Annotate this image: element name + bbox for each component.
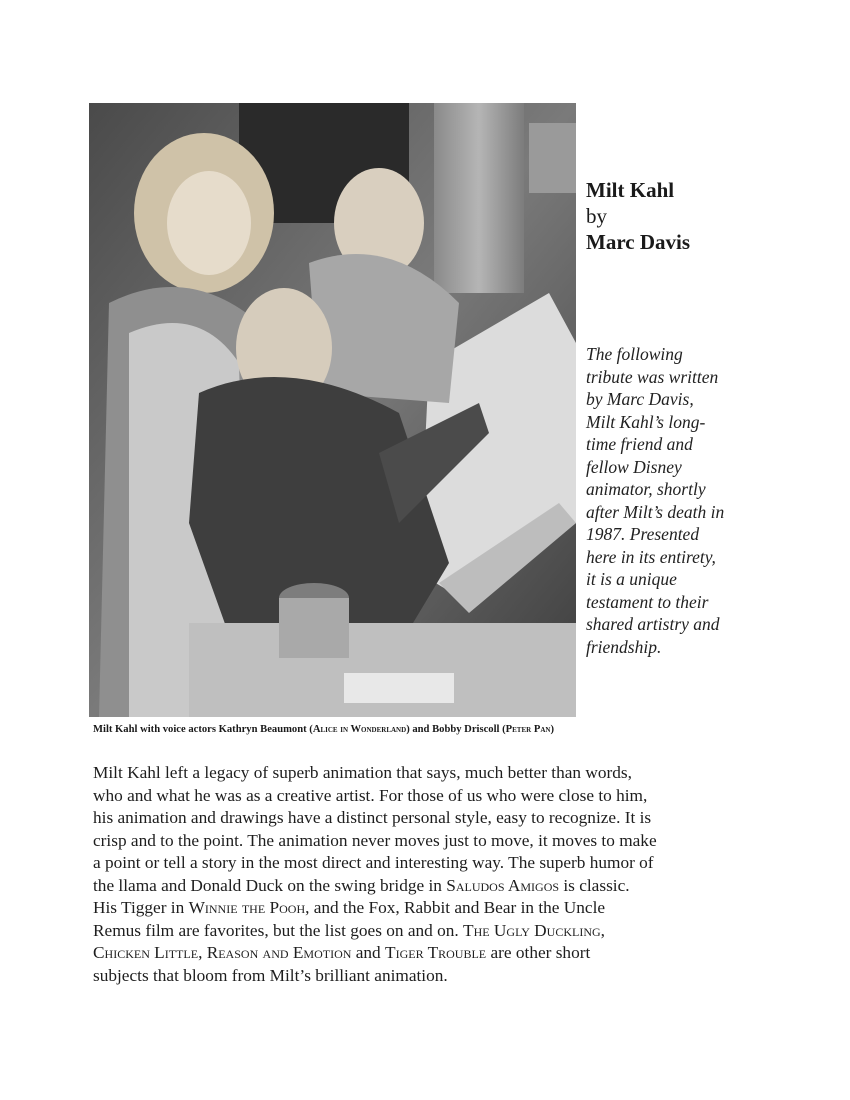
- body-text-run: and: [351, 943, 386, 962]
- body-text-run: are other short: [486, 943, 591, 962]
- body-line: his animation and drawings have a distinct personal style, easy to recognize. It is: [93, 808, 652, 827]
- caption-film-title: Alice in Wonderland: [312, 724, 407, 735]
- body-text-run: His Tigger in: [93, 898, 189, 917]
- body-paragraph: [93, 762, 793, 987]
- intro-line: tribute was written: [586, 366, 719, 387]
- title-by: by: [586, 204, 607, 228]
- intro-line: fellow Disney: [586, 456, 682, 477]
- film-title: Tiger Trouble: [385, 943, 487, 962]
- body-text-run: Remus film are favorites, but the list goes on and on.: [93, 920, 464, 940]
- film-title: Saludos Amigos: [446, 875, 560, 895]
- photo-milt-kahl: [89, 103, 576, 717]
- body-text-run: is classic.: [559, 875, 630, 895]
- intro-line: testament to their: [586, 591, 709, 612]
- film-title: Winnie the Pooh: [188, 898, 306, 917]
- film-title: Reason and Emotion: [206, 943, 352, 962]
- intro-line: The following: [586, 344, 683, 364]
- body-line: crisp and to the point. The animation never moves just to move, it moves to make: [93, 830, 657, 850]
- intro-text: [586, 343, 786, 658]
- caption-film-title: Peter Pan: [505, 724, 551, 735]
- intro-line: time friend and: [586, 434, 693, 454]
- body-line: subjects that bloom from Milt’s brilliant animation.: [93, 965, 448, 985]
- body-line: [93, 897, 793, 920]
- body-line: [93, 875, 793, 898]
- intro-line: Milt Kahl’s long-: [586, 411, 706, 432]
- intro-line: 1987. Presented: [586, 524, 700, 544]
- body-text-run: ,: [198, 943, 207, 962]
- intro-line: friendship.: [586, 636, 662, 657]
- intro-line: animator, shortly: [586, 479, 706, 499]
- photo-illustration: [89, 103, 576, 717]
- body-line: who and what he was as a creative artist. For those of us who were close to him,: [93, 785, 648, 805]
- intro-line: here in its entirety,: [586, 546, 716, 567]
- body-text-run: ,: [600, 920, 605, 940]
- title-author: Marc Davis: [586, 230, 691, 254]
- body-line: [93, 942, 793, 965]
- body-text-run: , and the Fox, Rabbit and Bear in the Uncle: [305, 898, 606, 917]
- caption-text: Milt Kahl with voice actors Kathryn Beaumont (: [93, 724, 313, 735]
- intro-line: it is a unique: [586, 569, 677, 589]
- body-line: [93, 920, 793, 943]
- article-title: [586, 177, 826, 255]
- body-text-run: the llama and Donald Duck on the swing bridge in: [93, 875, 447, 895]
- film-title: Chicken Little: [93, 943, 199, 962]
- intro-line: after Milt’s death in: [586, 501, 725, 522]
- title-subject: Milt Kahl: [586, 178, 675, 202]
- caption-text: ) and Bobby Driscoll (: [406, 724, 506, 735]
- intro-line: shared artistry and: [586, 614, 720, 634]
- photo-caption: [93, 724, 793, 735]
- intro-line: by Marc Davis,: [586, 389, 694, 409]
- caption-text: ): [550, 724, 554, 735]
- film-title: The Ugly Duckling: [463, 920, 601, 940]
- body-line: Milt Kahl left a legacy of superb animation that says, much better than words,: [93, 763, 632, 782]
- body-line: a point or tell a story in the most direct and interesting way. The superb humor of: [93, 853, 654, 872]
